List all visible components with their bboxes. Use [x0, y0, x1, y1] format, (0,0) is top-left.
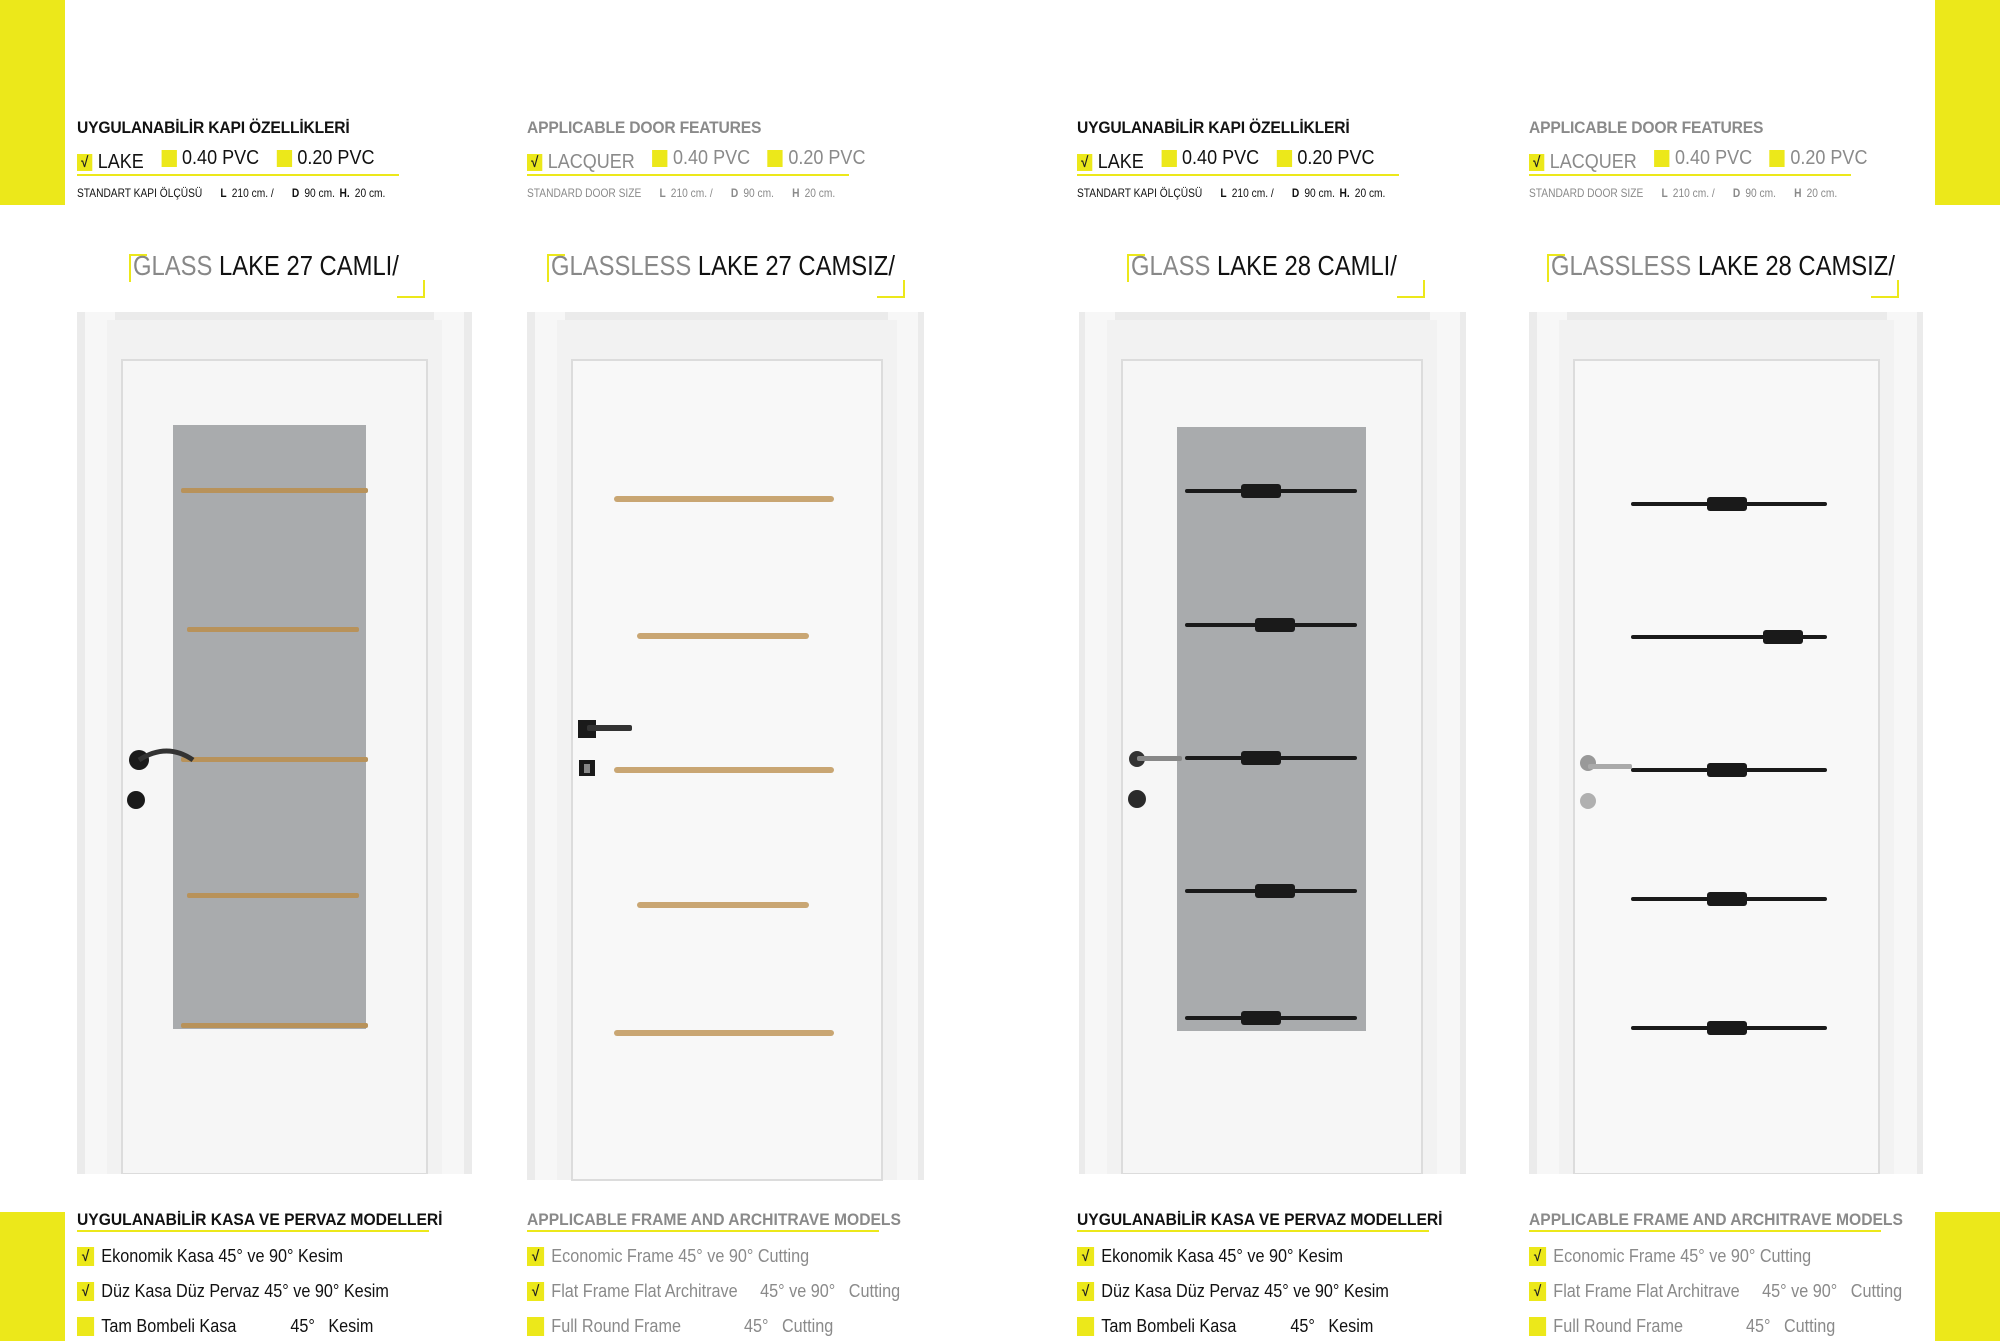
size-l-value: 210 cm. /	[1231, 186, 1274, 200]
title-bracket-right	[1397, 280, 1425, 298]
size-l-key: L	[1661, 186, 1668, 200]
yellow-tab-top-left	[0, 0, 65, 205]
features-underline	[1077, 174, 1399, 176]
size-l-value: 210 cm. /	[1672, 186, 1715, 200]
features-title: UYGULANABİLİR KAPI ÖZELLİKLERİ	[77, 118, 350, 137]
frame-item-label: Ekonomik Kasa 45° ve 90° Kesim	[1101, 1246, 1343, 1266]
check-box-checked: √	[1077, 1282, 1094, 1301]
frame-title: UYGULANABİLİR KASA VE PERVAZ MODELLERİ	[77, 1210, 443, 1229]
frame-underline	[1529, 1230, 1881, 1232]
size-d-key: D	[730, 186, 739, 200]
door-size	[527, 186, 835, 200]
option-label: 0.20 PVC	[1297, 147, 1375, 169]
title-bracket-right	[1871, 280, 1899, 298]
frame-item-label: Tam Bombeli Kasa 45° Kesim	[1101, 1316, 1374, 1336]
frame-item	[527, 1281, 900, 1302]
option-label: LAKE	[1097, 151, 1144, 173]
size-l-key: L	[659, 186, 666, 200]
model-name: LAKE 28 CAMSIZ/	[1697, 250, 1895, 281]
frame-item-label: Flat Frame Flat Architrave 45° ve 90° Cutting	[551, 1281, 901, 1301]
model-title	[1551, 250, 1895, 282]
check-box-checked: √	[1529, 1282, 1546, 1301]
yellow-tab-bottom-left	[0, 1212, 65, 1341]
size-l-key: L	[1220, 186, 1227, 200]
check-box-checked: √	[77, 154, 92, 171]
check-box	[1277, 150, 1292, 167]
frame-item	[1077, 1281, 1389, 1302]
features-title: UYGULANABİLİR KAPI ÖZELLİKLERİ	[1077, 118, 1350, 137]
size-h-key: H.	[1339, 186, 1350, 200]
check-box	[161, 150, 176, 167]
model-prefix: GLASSLESS	[1551, 250, 1692, 281]
model-name: LAKE 28 CAMLI/	[1216, 250, 1397, 281]
frame-item-label: Düz Kasa Düz Pervaz 45° ve 90° Kesim	[101, 1281, 389, 1301]
check-box	[1161, 150, 1176, 167]
frame-underline	[527, 1230, 879, 1232]
features-underline	[1529, 174, 1851, 176]
size-h-value: 20 cm.	[1806, 186, 1838, 200]
frame-item	[527, 1246, 809, 1267]
door-size	[1077, 186, 1385, 200]
check-box-checked: √	[1529, 154, 1544, 171]
size-d-value: 90 cm.	[304, 186, 335, 200]
frame-title: UYGULANABİLİR KASA VE PERVAZ MODELLERİ	[1077, 1210, 1443, 1229]
size-h-value: 20 cm.	[804, 186, 836, 200]
model-title	[1131, 250, 1397, 282]
title-bracket-right	[877, 280, 905, 298]
model-name: LAKE 27 CAMSIZ/	[697, 250, 895, 281]
option-label: 0.40 PVC	[1675, 147, 1753, 169]
check-box-checked: √	[527, 1247, 544, 1266]
frame-title: APPLICABLE FRAME AND ARCHITRAVE MODELS	[527, 1210, 901, 1229]
option-label: 0.40 PVC	[182, 147, 260, 169]
check-box	[768, 150, 783, 167]
option-label: 0.40 PVC	[1182, 147, 1260, 169]
features-options	[77, 147, 387, 174]
frame-item-label: Düz Kasa Düz Pervaz 45° ve 90° Kesim	[1101, 1281, 1389, 1301]
size-l-key: L	[220, 186, 227, 200]
size-d-value: 90 cm.	[1745, 186, 1776, 200]
frame-underline	[1077, 1230, 1429, 1232]
check-box	[652, 150, 667, 167]
check-box	[277, 150, 292, 167]
door-image	[1077, 312, 1477, 1174]
door-image	[77, 312, 477, 1174]
size-h-value: 20 cm.	[354, 186, 386, 200]
yellow-tab-top-right	[1935, 0, 2000, 205]
check-box-checked: √	[527, 1282, 544, 1301]
model-name: LAKE 27 CAMLI/	[218, 250, 399, 281]
size-label: STANDARD DOOR SIZE	[527, 186, 642, 200]
frame-item-label: Full Round Frame 45° Cutting	[551, 1316, 834, 1336]
option-label: 0.40 PVC	[673, 147, 751, 169]
frame-item-label: Flat Frame Flat Architrave 45° ve 90° Cutting	[1553, 1281, 1903, 1301]
size-h-key: H	[1794, 186, 1802, 200]
frame-item	[1077, 1246, 1343, 1267]
check-box	[1770, 150, 1785, 167]
check-box-checked: √	[77, 1282, 94, 1301]
option-label: LACQUER	[1549, 151, 1637, 173]
title-bracket-right	[397, 280, 425, 298]
features-underline	[77, 174, 399, 176]
frame-item-label: Tam Bombeli Kasa 45° Kesim	[101, 1316, 374, 1336]
door-size	[77, 186, 385, 200]
yellow-tab-bottom-right	[1935, 1212, 2000, 1341]
option-label: 0.20 PVC	[297, 147, 375, 169]
frame-item	[1077, 1316, 1373, 1337]
size-d-key: D	[291, 186, 300, 200]
option-label: LACQUER	[547, 151, 635, 173]
panel-lake-27-glass	[77, 0, 477, 1341]
size-h-key: H.	[339, 186, 350, 200]
size-d-key: D	[1732, 186, 1741, 200]
frame-item	[1529, 1316, 1835, 1337]
frame-item-label: Ekonomik Kasa 45° ve 90° Kesim	[101, 1246, 343, 1266]
frame-title: APPLICABLE FRAME AND ARCHITRAVE MODELS	[1529, 1210, 1903, 1229]
frame-item	[77, 1246, 343, 1267]
features-underline	[527, 174, 849, 176]
frame-item	[77, 1316, 373, 1337]
door-size	[1529, 186, 1837, 200]
model-title	[551, 250, 895, 282]
frame-item	[1529, 1281, 1902, 1302]
frame-item	[527, 1316, 833, 1337]
check-box	[1077, 1317, 1094, 1336]
check-box-checked: √	[1077, 1247, 1094, 1266]
size-h-key: H	[792, 186, 800, 200]
features-options	[1529, 147, 1880, 174]
size-d-value: 90 cm.	[743, 186, 774, 200]
size-label: STANDART KAPI ÖLÇÜSÜ	[1077, 186, 1203, 200]
size-l-value: 210 cm. /	[670, 186, 713, 200]
option-label: 0.20 PVC	[788, 147, 866, 169]
check-box-checked: √	[1077, 154, 1092, 171]
check-box-checked: √	[527, 154, 542, 171]
model-prefix: GLASS	[1131, 250, 1211, 281]
option-label: 0.20 PVC	[1790, 147, 1868, 169]
panel-lake-28-glass	[1077, 0, 1477, 1341]
panel-lake-27-glassless	[527, 0, 927, 1341]
size-d-value: 90 cm.	[1304, 186, 1335, 200]
size-label: STANDARD DOOR SIZE	[1529, 186, 1644, 200]
frame-item	[77, 1281, 389, 1302]
check-box-checked: √	[77, 1247, 94, 1266]
frame-item	[1529, 1246, 1811, 1267]
features-options	[1077, 147, 1387, 174]
door-image	[1529, 312, 1929, 1174]
features-title: APPLICABLE DOOR FEATURES	[527, 118, 762, 137]
panel-lake-28-glassless	[1529, 0, 1929, 1341]
size-d-key: D	[1291, 186, 1300, 200]
frame-underline	[77, 1230, 429, 1232]
check-box-checked: √	[1529, 1247, 1546, 1266]
size-h-value: 20 cm.	[1354, 186, 1386, 200]
check-box	[77, 1317, 94, 1336]
check-box	[527, 1317, 544, 1336]
frame-item-label: Full Round Frame 45° Cutting	[1553, 1316, 1836, 1336]
model-prefix: GLASS	[133, 250, 213, 281]
door-image	[527, 312, 927, 1182]
size-l-value: 210 cm. /	[231, 186, 274, 200]
check-box	[1654, 150, 1669, 167]
features-title: APPLICABLE DOOR FEATURES	[1529, 118, 1764, 137]
option-label: LAKE	[97, 151, 144, 173]
size-label: STANDART KAPI ÖLÇÜSÜ	[77, 186, 203, 200]
model-prefix: GLASSLESS	[551, 250, 692, 281]
check-box	[1529, 1317, 1546, 1336]
frame-item-label: Economic Frame 45° ve 90° Cutting	[1553, 1246, 1812, 1266]
frame-item-label: Economic Frame 45° ve 90° Cutting	[551, 1246, 810, 1266]
features-options	[527, 147, 878, 174]
model-title	[133, 250, 399, 282]
